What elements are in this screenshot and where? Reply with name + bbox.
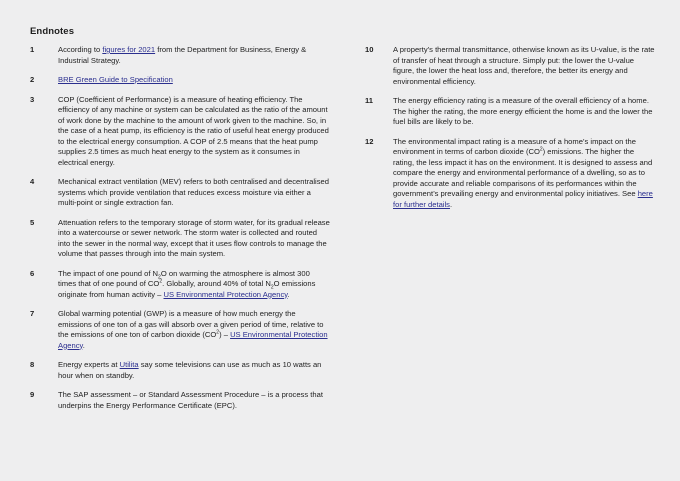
endnote-number: 10: [365, 45, 374, 54]
endnote-number: 5: [30, 217, 35, 227]
endnote-text: Global warming potential (GWP) is a measure of how much energy the emissions of one ton of a gas will absorb over a given period of time, relative to the emissions of one ton of carbon dioxide $(CO^2)$ – US Environmental Protection Agency.: [58, 309, 328, 350]
endnote-number: 2: [30, 75, 35, 84]
endnote-number: 3: [30, 94, 35, 104]
endnotes-left-column: [30, 45, 330, 420]
endnote-text: The SAP assessment – or Standard Assessment Procedure – is a process that underpins the Energy Performance Certificate (EPC).: [58, 390, 323, 410]
endnote-number: 6: [30, 268, 35, 278]
endnotes-right-column: [365, 45, 655, 219]
endnote-text: According to figures for 2021 from the Department for Business, Energy & Industrial Strategy.: [58, 45, 307, 65]
figures-2021-link[interactable]: figures for 2021: [102, 45, 156, 54]
endnote-4: [30, 177, 330, 209]
endnote-1: [30, 45, 330, 66]
us-epa-link[interactable]: US Environmental Protection Agency: [58, 330, 328, 350]
endnotes-heading: Endnotes: [30, 26, 75, 37]
endnote-number: 4: [30, 177, 35, 186]
further-details-link[interactable]: here for further details: [393, 189, 653, 209]
endnote-number: 1: [30, 45, 35, 54]
endnote-6: [30, 269, 330, 301]
endnote-5: [30, 218, 330, 260]
endnote-number: 8: [30, 360, 35, 369]
endnote-text: A property’s thermal transmittance, otherwise known as its U-value, is the rate of transfer of heat through a structure. Simply put: the lower the U-value figure, the lower the heat loss and, therefore, the better its energy and environmental efficiency.: [393, 45, 655, 86]
endnote-11: [365, 96, 655, 128]
us-epa-link[interactable]: US Environmental Protection Agency: [163, 289, 288, 299]
bre-green-guide-link[interactable]: BRE Green Guide to Specification: [58, 75, 173, 84]
endnote-12: [365, 137, 655, 211]
endnote-3: [30, 95, 330, 169]
endnote-8: [30, 360, 330, 381]
endnote-text: The impact of one pound of $N_2O$ on warming the atmosphere is almost 300 times that of one pound of $CO^2$. Globally, around 40% of total $N_2O$ emissions originate from human activity – US Environmental Protection Agency.: [58, 268, 316, 299]
utilita-link[interactable]: Utilita: [119, 360, 139, 369]
endnote-text: Mechanical extract ventilation (MEV) refers to both centralised and decentralised systems which provide ventilation that reduces excess moisture via either a multi-point or single extraction fan.: [58, 177, 329, 207]
endnote-2: [30, 75, 330, 86]
endnote-9: [30, 390, 330, 411]
endnote-number: 9: [30, 390, 35, 399]
endnote-text: [58, 75, 330, 86]
endnote-text: The energy efficiency rating is a measure of the overall efficiency of a home. The higher the rating, the more energy efficient the home is and the lower the fuel bills are likely to be.: [393, 96, 653, 126]
endnote-number: 7: [30, 309, 35, 318]
endnote-text: Energy experts at Utilita say some televisions can use as much as 10 watts an hour when on standby.: [58, 360, 322, 380]
endnote-7: [30, 309, 330, 351]
endnote-number: 11: [365, 96, 374, 105]
endnote-10: [365, 45, 655, 87]
endnote-number: 12: [365, 136, 374, 146]
endnote-text: Attenuation refers to the temporary storage of storm water, for its gradual release into a watercourse or sewer network. The storm water is collected and routed into the sewer in the normal way, except that it uses flow controls to manage the volume that passes through into the main system.: [58, 217, 330, 258]
endnote-text: The environmental impact rating is a measure of a home’s impact on the environment in terms of carbon dioxide $(CO^2)$ emissions. The higher the rating, the less impact it has on the environment. It is designed to assess and compare the energy and environmental performance of a dwelling, so as to provide accurate and reliable comparisons of its performances within the government’s prevailing energy and environmental policy initiatives. See here for further details.: [393, 136, 653, 209]
endnote-text: COP (Coefficient of Performance) is a measure of heating efficiency. The efficiency of any machine or system can be calculated as the ratio of the amount of work done by the machine to the amount of work given to the machine. So, in the case of a heat pump, its efficiency is the ratio of useful heat energy produced to the electrical energy consumption. A COP of 2.5 means that the heat pump supplies 2.5 times as much heat energy to the system as it consumes in electrical energy.: [58, 94, 329, 167]
